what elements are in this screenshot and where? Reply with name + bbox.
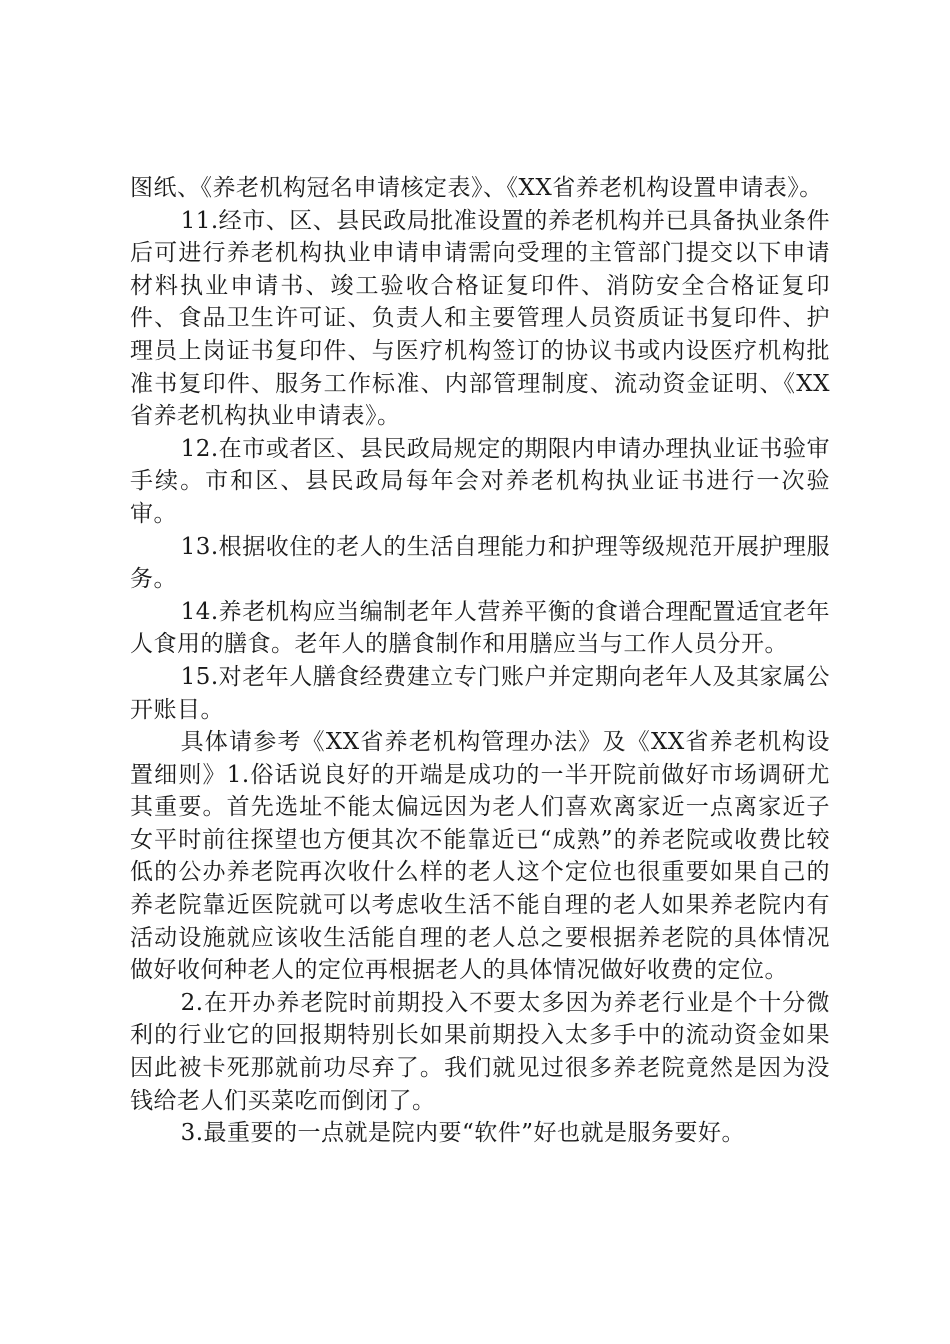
paragraph-item-13: 13.根据收住的老人的生活自理能力和护理等级规范开展护理服务。 xyxy=(130,533,830,593)
document-page xyxy=(130,172,830,1150)
paragraph-item-15: 15.对老年人膳食经费建立专门账户并定期向老年人及其家属公开账目。 xyxy=(130,663,830,723)
paragraph-item-14: 14.养老机构应当编制老年人营养平衡的食谱合理配置适宜老年人食用的膳食。老年人的膳食制作和用膳应当与工作人员分开。 xyxy=(130,598,830,658)
paragraph-reference-and-tip-1: 具体请参考《XX省养老机构管理办法》及《XX省养老机构设置细则》1.俗话说良好的开端是成功的一半开院前做好市场调研尤其重要。首先选址不能太偏远因为老人们喜欢离家近一点离家近子女平时前往探望也方便其次不能靠近已“成熟”的养老院或收费比较低的公办养老院再次收什么样的老人这个定位也很重要如果自己的养老院靠近医院就可以考虑收生活不能自理的老人如果养老院内有活动设施就应该收生活能自理的老人总之要根据养老院的具体情况做好收何种老人的定位再根据老人的具体情况做好收费的定位。 xyxy=(130,729,830,984)
paragraph-continuation: 图纸、《养老机构冠名申请核定表》、《XX省养老机构设置申请表》。 xyxy=(130,175,823,201)
paragraph-item-11: 11.经市、区、县民政局批准设置的养老机构并已具备执业条件后可进行养老机构执业申请申请需向受理的主管部门提交以下申请材料执业申请书、竣工验收合格证复印件、消防安全合格证复印件、食品卫生许可证、负责人和主要管理人员资质证书复印件、护理员上岗证书复印件、与医疗机构签订的协议书或内设医疗机构批准书复印件、服务工作标准、内部管理制度、流动资金证明、《XX省养老机构执业申请表》。 xyxy=(130,207,830,430)
paragraph-tip-2: 2.在开办养老院时前期投入不要太多因为养老行业是个十分微利的行业它的回报期特别长如果前期投入太多手中的流动资金如果因此被卡死那就前功尽弃了。我们就见过很多养老院竟然是因为没钱给老人们买菜吃而倒闭了。 xyxy=(130,989,830,1114)
paragraph-item-12: 12.在市或者区、县民政局规定的期限内申请办理执业证书验审手续。市和区、县民政局每年会对养老机构执业证书进行一次验审。 xyxy=(130,435,830,527)
paragraph-tip-3: 3.最重要的一点就是院内要“软件”好也就是服务要好。 xyxy=(180,1120,746,1147)
